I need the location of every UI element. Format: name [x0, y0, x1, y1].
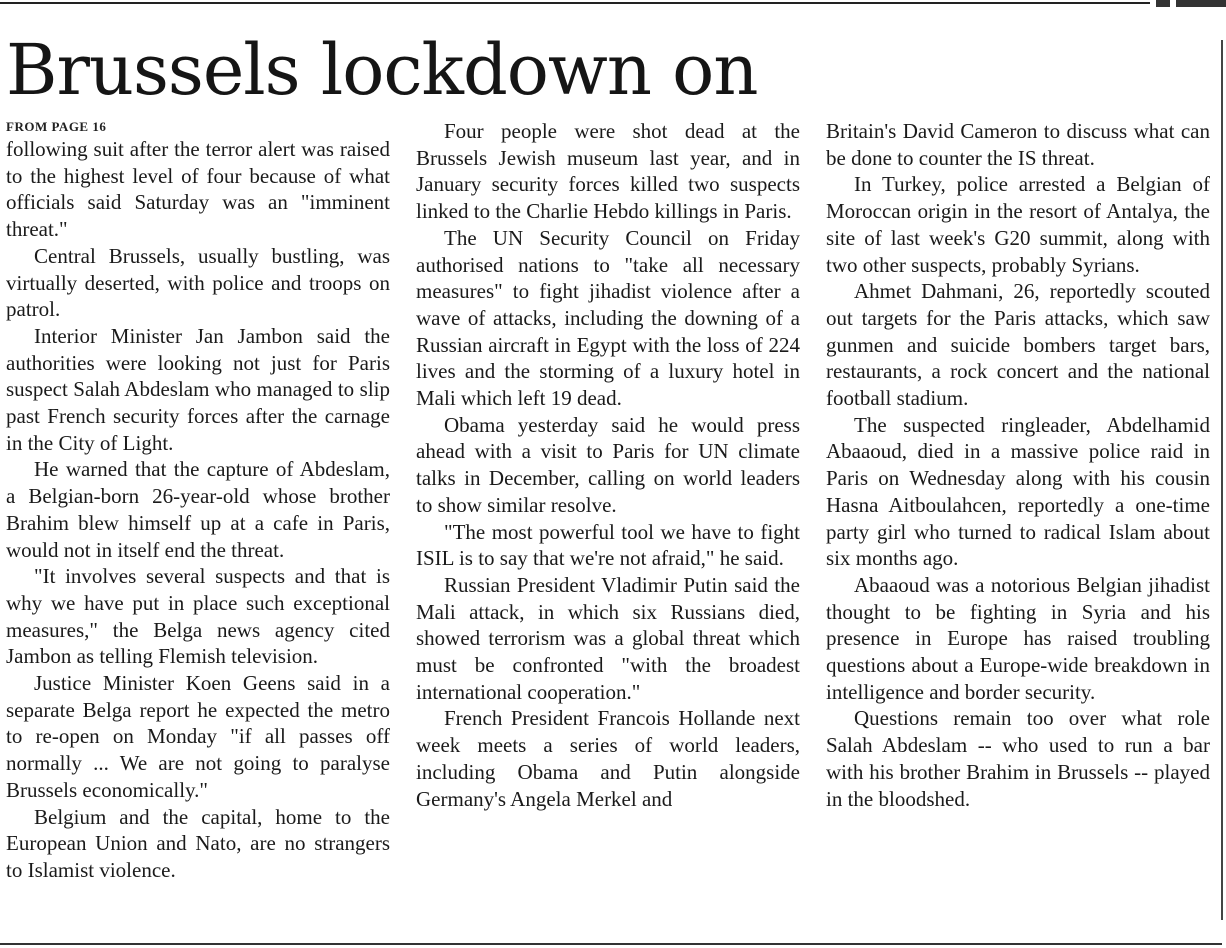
article-column-1: [6, 118, 390, 884]
top-rule: [0, 2, 1150, 4]
paragraph: He warned that the capture of Abdeslam, a Belgian-born 26-year-old whose brother Brahim blew himself up at a cafe in Paris, would not in itself end the threat.: [6, 457, 390, 562]
paragraph: Interior Minister Jan Jambon said the authorities were looking not just for Paris suspect Salah Abdeslam who managed to slip past French security forces after the carnage in the City of Light.: [6, 323, 390, 455]
paragraph: Central Brussels, usually bustling, was virtually deserted, with police and troops on patrol.: [6, 243, 390, 322]
paragraph: In Turkey, police arrested a Belgian of Moroccan origin in the resort of Antalya, the site of last week's G20 summit, along with two other suspects, probably Syrians.: [826, 172, 1210, 277]
paragraph: The suspected ringleader, Abdelhamid Abaaoud, died in a massive police raid in Paris on Wednesday along with his cousin Hasna Aitboulahcen, reportedly a one-time party girl who turned to radical Islam about six months ago.: [826, 412, 1210, 571]
paragraph: Belgium and the capital, home to the European Union and Nato, are no strangers to Islamist violence.: [6, 804, 390, 882]
paragraph: French President Francois Hollande next week meets a series of world leaders, including Obama and Putin alongside Germany's Angela Merkel and: [416, 706, 800, 811]
paragraph: Four people were shot dead at the Brussels Jewish museum last year, and in January security forces killed two suspects linked to the Charlie Hebdo killings in Paris.: [416, 119, 800, 224]
paragraph: Questions remain too over what role Salah Abdeslam -- who used to run a bar with his brother Brahim in Brussels -- played in the bloodshed.: [826, 706, 1210, 811]
paragraph: Justice Minister Koen Geens said in a separate Belga report he expected the metro to re-open on Monday "if all passes off normally ... We are not going to paralyse Brussels economically.": [6, 671, 390, 802]
page-corner-mark: [1156, 0, 1226, 7]
right-column-rule: [1221, 40, 1223, 920]
article-column-3: [826, 118, 1210, 812]
article-column-2: [416, 118, 800, 812]
headline: Brussels lockdown on: [6, 29, 758, 111]
article-body: [6, 118, 1214, 918]
paragraph: Russian President Vladimir Putin said the Mali attack, in which six Russians died, showed terrorism was a global threat which must be confronted "with the broadest international cooperation.": [416, 572, 800, 704]
paragraph: The UN Security Council on Friday authorised nations to "take all necessary measures" to fight jihadist violence after a wave of attacks, including the downing of a Russian aircraft in Egypt with the loss of 224 lives and the storming of a luxury hotel in Mali which left 19 dead.: [416, 225, 800, 411]
paragraph: "The most powerful tool we have to fight ISIL is to say that we're not afraid," he said.: [416, 519, 800, 571]
bottom-rule: [0, 943, 1222, 945]
paragraph: "It involves several suspects and that is why we have put in place such exceptional measures," the Belga news agency cited Jambon as telling Flemish television.: [6, 564, 390, 669]
jump-line: FROM PAGE 16: [6, 119, 107, 134]
paragraph: Ahmet Dahmani, 26, reportedly scouted out targets for the Paris attacks, which saw gunmen and suicide bombers target bars, restaurants, a rock concert and the national football stadium.: [826, 279, 1210, 411]
paragraph: Britain's David Cameron to discuss what can be done to counter the IS threat.: [826, 119, 1210, 170]
paragraph: Obama yesterday said he would press ahead with a visit to Paris for UN climate talks in December, calling on world leaders to show similar resolve.: [416, 412, 800, 517]
paragraph: following suit after the terror alert was raised to the highest level of four because of what officials said Saturday was an "imminent threat.": [6, 137, 390, 242]
paragraph: Abaaoud was a notorious Belgian jihadist thought to be fighting in Syria and his presence in Europe has raised troubling questions about a Europe-wide breakdown in intelligence and border security.: [826, 572, 1210, 704]
